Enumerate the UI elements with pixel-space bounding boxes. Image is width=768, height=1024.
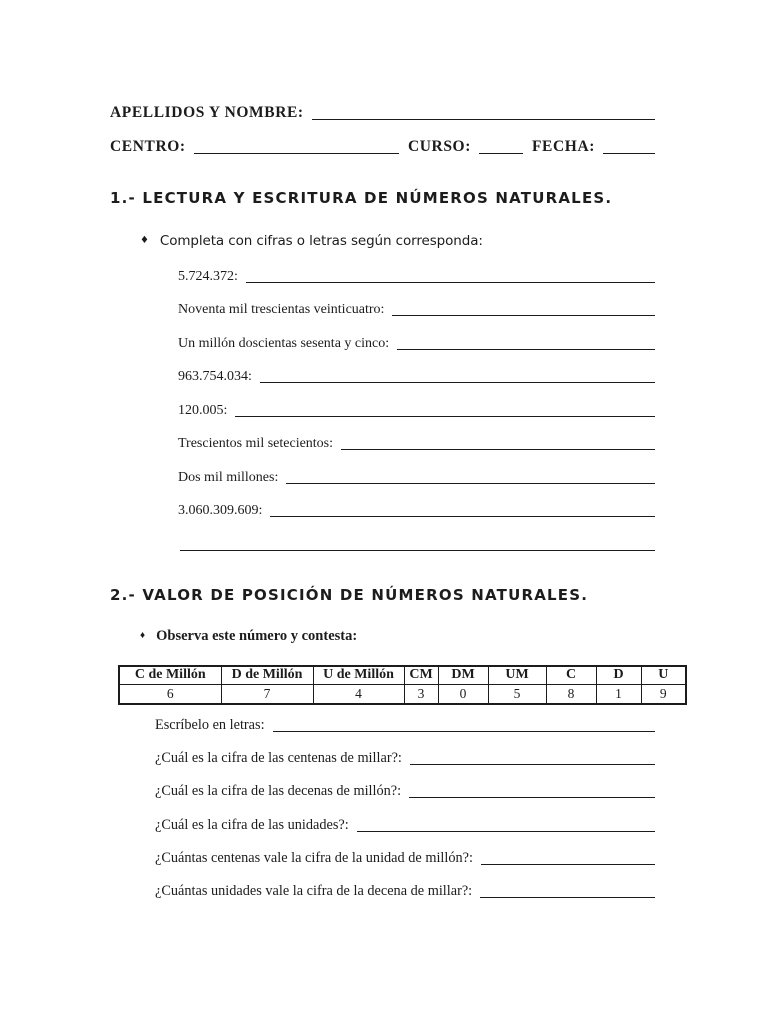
table-value-cell: 5 xyxy=(488,684,546,704)
table-header-cell: DM xyxy=(438,666,488,685)
section2-questions xyxy=(110,706,655,901)
item-label: 3.060.309.609: xyxy=(178,503,263,518)
blank-line xyxy=(260,382,655,383)
question-row xyxy=(155,800,655,833)
question-row xyxy=(155,834,655,867)
section2-instruction-text: Observa este número y contesta: xyxy=(156,627,358,644)
item-row xyxy=(178,486,655,520)
item-row xyxy=(178,452,655,486)
table-header-row xyxy=(119,666,686,685)
section2-instruction xyxy=(110,628,655,645)
table-value-row xyxy=(119,684,686,704)
question-row xyxy=(155,867,655,900)
question-label: ¿Cuál es la cifra de las unidades?: xyxy=(155,816,349,833)
item-label: Dos mil millones: xyxy=(178,469,279,485)
question-label: ¿Cuántas unidades vale la cifra de la decena de millar?: xyxy=(155,883,473,900)
blank-line xyxy=(410,764,655,765)
blank-line xyxy=(341,449,655,450)
curso-blank-line xyxy=(479,153,523,154)
table-header-cell: D de Millón xyxy=(221,666,313,685)
question-label: Escríbelo en letras: xyxy=(155,716,265,733)
blank-line xyxy=(409,797,655,798)
item-row xyxy=(178,251,655,285)
section1-items xyxy=(110,251,655,553)
table-value-cell: 4 xyxy=(313,684,404,704)
question-row xyxy=(155,767,655,800)
item-row xyxy=(178,285,655,319)
blank-line xyxy=(481,864,655,865)
apellidos-blank-line xyxy=(312,119,655,120)
centro-blank-line xyxy=(194,153,399,154)
section1-instruction xyxy=(110,233,655,249)
item-row xyxy=(178,352,655,386)
table-value-cell: 3 xyxy=(404,684,438,704)
item-label: Trescientos mil setecientos: xyxy=(178,436,334,451)
table-value-cell: 0 xyxy=(438,684,488,704)
blank-line xyxy=(270,516,655,517)
blank-line xyxy=(246,282,655,283)
item-label: 5.724.372: xyxy=(178,268,238,284)
diamond-bullet-icon: ♦ xyxy=(140,235,149,246)
section2-title: 2.- VALOR DE POSICIÓN DE NÚMEROS NATURALES. xyxy=(110,585,589,604)
table-value-cell: 8 xyxy=(546,684,596,704)
question-label: ¿Cuál es la cifra de las decenas de millón?: xyxy=(155,783,402,800)
table-value-cell: 7 xyxy=(221,684,313,704)
table-header-cell: U xyxy=(641,666,686,685)
fecha-label: FECHA: xyxy=(531,138,595,155)
section1-title: 1.- LECTURA Y ESCRITURA DE NÚMEROS NATURALES. xyxy=(110,189,613,207)
table-value-cell: 6 xyxy=(119,684,221,704)
item-label: Noventa mil trescientas veinticuatro: xyxy=(178,302,385,317)
place-value-table xyxy=(118,665,687,705)
apellidos-label: APELLIDOS Y NOMBRE: xyxy=(110,104,304,121)
table-header-cell: C xyxy=(546,666,596,685)
blank-line xyxy=(392,315,655,316)
item-row xyxy=(178,385,655,419)
item-row xyxy=(178,419,655,453)
fecha-blank-line xyxy=(603,153,655,154)
question-row xyxy=(155,706,655,734)
item-label: 963.754.034: xyxy=(178,369,252,384)
blank-line xyxy=(357,831,655,832)
blank-line xyxy=(180,550,655,551)
table-header-cell: U de Millón xyxy=(313,666,404,685)
item-row xyxy=(178,519,655,553)
blank-line xyxy=(273,731,655,732)
diamond-bullet-icon: ♦ xyxy=(140,630,146,641)
centro-label: CENTRO: xyxy=(110,138,186,155)
table-header-cell: CM xyxy=(404,666,438,685)
curso-label: CURSO: xyxy=(407,138,471,155)
question-row xyxy=(155,734,655,767)
blank-line xyxy=(397,349,655,350)
item-label: 120.005: xyxy=(178,402,228,418)
blank-line xyxy=(235,416,655,417)
table-header-cell: C de Millón xyxy=(119,666,221,685)
question-label: ¿Cuántas centenas vale la cifra de la unidad de millón?: xyxy=(155,850,473,867)
question-label: ¿Cuál es la cifra de las centenas de millar?: xyxy=(155,749,402,766)
table-header-cell: D xyxy=(596,666,641,685)
item-label: Un millón doscientas sesenta y cinco: xyxy=(178,335,390,351)
item-row xyxy=(178,318,655,352)
blank-line xyxy=(480,897,655,898)
section1-instruction-text: Completa con cifras o letras según corresponda: xyxy=(159,233,483,249)
blank-line xyxy=(286,483,655,484)
table-value-cell: 1 xyxy=(596,684,641,704)
table-header-cell: UM xyxy=(488,666,546,685)
name-row xyxy=(110,104,655,122)
school-row xyxy=(110,138,655,156)
table-value-cell: 9 xyxy=(641,684,686,704)
